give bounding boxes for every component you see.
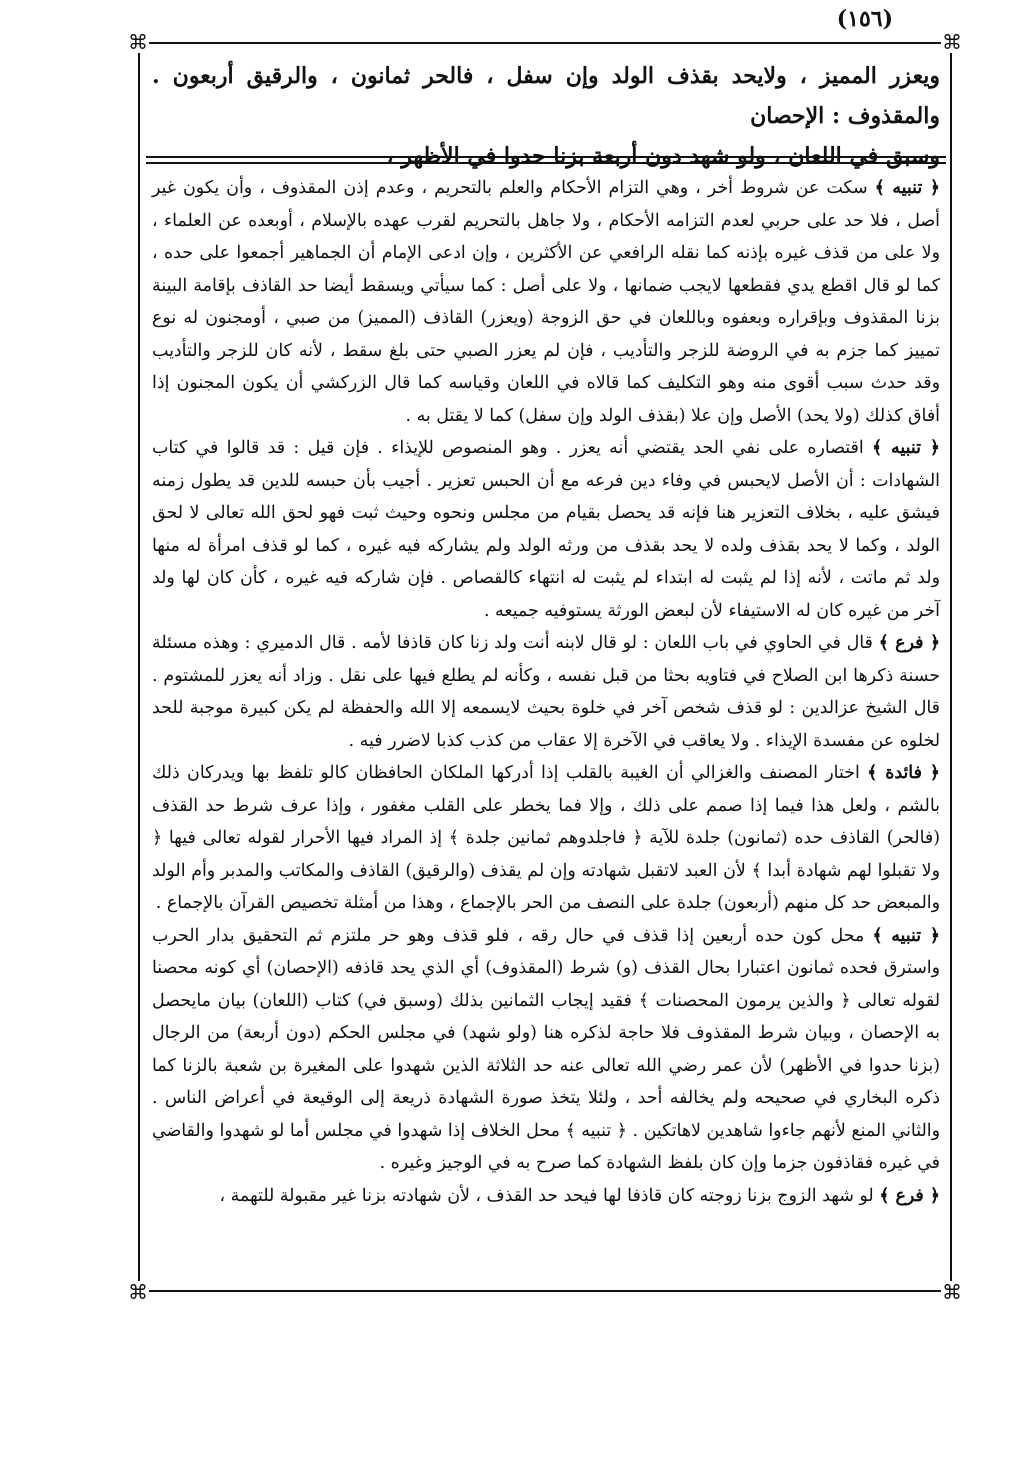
matn-line: ويعزر المميز ، ولايحد بقذف الولد وإن سفل ، فالحر ثمانون ، والرقيق أربعون . والمقذوف : الإحصان [152, 63, 940, 129]
section-tag: ﴿ فائدة ﴾ [867, 763, 940, 783]
sharh-commentary [152, 172, 940, 1212]
page-number: (١٥٦) [836, 6, 893, 32]
paragraph-text: لو شهد الزوج بزنا زوجته كان قاذفا لها فيحد حد القذف ، لأن شهادته بزنا غير مقبولة للتهمة ، [219, 1185, 874, 1206]
paragraph-text: قال في الحاوي في باب اللعان : لو قال لابنه أنت ولد زنا كان قاذفا لأمه . قال الدميري : وهذه مسئلة حسنة ذكرها ابن الصلاح في فتاويه بحثا من قبل نفسه ، وكأنه لم يطلع فيها على نقل . وزاد أنه يعزر للمشتوم . قال الشيخ عزالدين : لو قذف شخص آخر في خلوة بحيث لايسمعه إلا الله والحفظة لم يكن كبيرة موجبة للحد لخلوه عن مفسدة الإيذاء . ولا يعاقب في الآخرة إلا عقاب من كذب كذبا لاضرر فيه . [152, 633, 940, 751]
section-tag: ﴿ تنبيه ﴾ [872, 925, 940, 946]
section-tag: ﴿ فرع ﴾ [879, 1185, 940, 1206]
paragraph-text: اقتصاره على نفي الحد يقتضي أنه يعزر . وهو المنصوص للإيذاء . فإن قيل : قد قالوا في كتاب الشهادات : أن الأصل لايحبس في وفاء دين فرعه مع أن الحبس تعزير . أجيب بأن حبسه للدين قد يطول زمنه فيشق عليه ، بخلاف التعزير هنا فإنه قد يحصل بقيام من مجلس ونحوه وحيث ثبت فهو لحق الله تعالى لا لحق الولد ، وكما لا يحد بقذف ولده لا يحد بقذف من ورثه الولد ولم يشاركه فيه غيره ، كما لو قذف امرأة له منها ولد ثم ماتت ، لأنه إذا لم يثبت له ابتداء لم يثبت له انتهاء كالقصاص . فإن شاركه فيه غيره ، كأن كان لها ولد آخر من غيره كان له الاستيفاء لأن لبعض الورثة يستوفيه جميعه . [152, 438, 940, 621]
sharh-paragraph [152, 432, 940, 627]
section-tag: ﴿ تنبيه ﴾ [872, 438, 940, 458]
paragraph-text: سكت عن شروط أخر ، وهي التزام الأحكام والعلم بالتحريم ، وعدم إذن المقذوف ، وأن يكون غير أصل ، فلا حد على حربي لعدم التزامه الأحكام ، ولا جاهل بالتحريم لقرب عهده بالإسلام ، أوبعده عن العلماء ، ولا على من قذف غيره بإذنه كما نقله الرافعي عن الأكثرين ، وإن ادعى الإمام أن الجماهير أجمعوا على حده ، كما لو قال اقطع يدي فقطعها لايجب ضمانها ، ولا على أصل : كما سيأتي ويسقط أيضا حد القاذف بإقامة البينة بزنا المقذوف وبإقراره وبعفوه وباللعان في حق الزوجة (ويعزر) القاذف (المميز) من صبي ، أومجنون له نوع تمييز كما جزم به في الروضة للزجر والتأديب ، فإن لم يعزر الصبي حتى بلغ سقط ، لأنه كان للزجر والتأديب وقد حدث سبب أقوى منه وهو التكليف كما قالاه في اللعان وقياسه كما قال الزركشي أن يكون المجنون إذا أفاق كذلك (ولا يحد) الأصل وإن علا (بقذف الولد وإن سفل) كما لا يقتل به . [152, 178, 940, 426]
section-tag: ﴿ تنبيه ﴾ [874, 178, 940, 198]
separator-rule [146, 156, 946, 158]
section-tag: ﴿ فرع ﴾ [878, 633, 941, 653]
separator-rule [146, 162, 946, 164]
sharh-paragraph [152, 627, 940, 757]
corner-ornament-icon: ⌘ [942, 30, 962, 54]
matn-text [152, 56, 940, 176]
sharh-paragraph [152, 172, 940, 432]
sharh-paragraph [152, 757, 940, 920]
corner-ornament-icon: ⌘ [128, 30, 148, 54]
corner-ornament-icon: ⌘ [128, 1280, 148, 1304]
matn-line: وسبق في اللعان ، ولو شهد دون أربعة بزنا حدوا في الأظهر ، [386, 143, 940, 169]
paragraph-text: اختار المصنف والغزالي أن الغيبة بالقلب إذا أدركها الملكان الحافظان كالو تلفظ بها ويدركان ذلك بالشم ، ولعل هذا فيما إذا صمم على ذلك ، وإلا فما يخطر على القلب مغفور ، وإذا عرف شرط حد القذف (فالحر) القاذف حده (ثمانون) جلدة للآية ﴿ فاجلدوهم ثمانين جلدة ﴾ إذ المراد فيها الأحرار لقوله تعالى فيها ﴿ ولا تقبلوا لهم شهادة أبدا ﴾ لأن العبد لاتقبل شهادته وإن لم يقذف (والرقيق) القاذف والمكاتب والمدبر وأم الولد والمبعض حد كل منهم (أربعون) جلدة على النصف من الحر بالإجماع ، وهذا من أمثلة تخصيص القرآن بالإجماع . [152, 763, 940, 913]
corner-ornament-icon: ⌘ [942, 1280, 962, 1304]
paragraph-text: محل كون حده أربعين إذا قذف في حال رقه ، فلو قذف وهو حر ملتزم ثم التحقيق بدار الحرب واسترق فحده ثمانون اعتبارا بحال القذف (و) شرط (المقذوف) أي الذي يحد قاذفه (الإحصان) أي كونه محصنا لقوله تعالى ﴿ والذين يرمون المحصنات ﴾ فقيد إيجاب الثمانين بذلك (وسبق في) كتاب (اللعان) بيان مايحصل به الإحصان ، وبيان شرط المقذوف فلا حاجة لذكره هنا (ولو شهد) في مجلس الحكم (دون أربعة) من الرجال (بزنا حدوا في الأظهر) لأن عمر رضي الله تعالى عنه حد الثلاثة الذين شهدوا على المغيرة بن شعبة بالزنا كما ذكره البخاري في صحيحه ولم يخالفه أحد ، ولئلا يتخذ صورة الشهادة ذريعة إلى الوقيعة في أعراض الناس . والثاني المنع لأنهم جاءوا شاهدين لاهاتكين . ﴿ تنبيه ﴾ محل الخلاف إذا شهدوا في مجلس أما لو شهدوا والقاضي في غيره فقاذفون جزما وإن كان بلفظ الشهادة كما صرح به في الوجيز وغيره . [152, 925, 940, 1173]
sharh-paragraph [152, 1180, 940, 1213]
sharh-paragraph [152, 920, 940, 1180]
